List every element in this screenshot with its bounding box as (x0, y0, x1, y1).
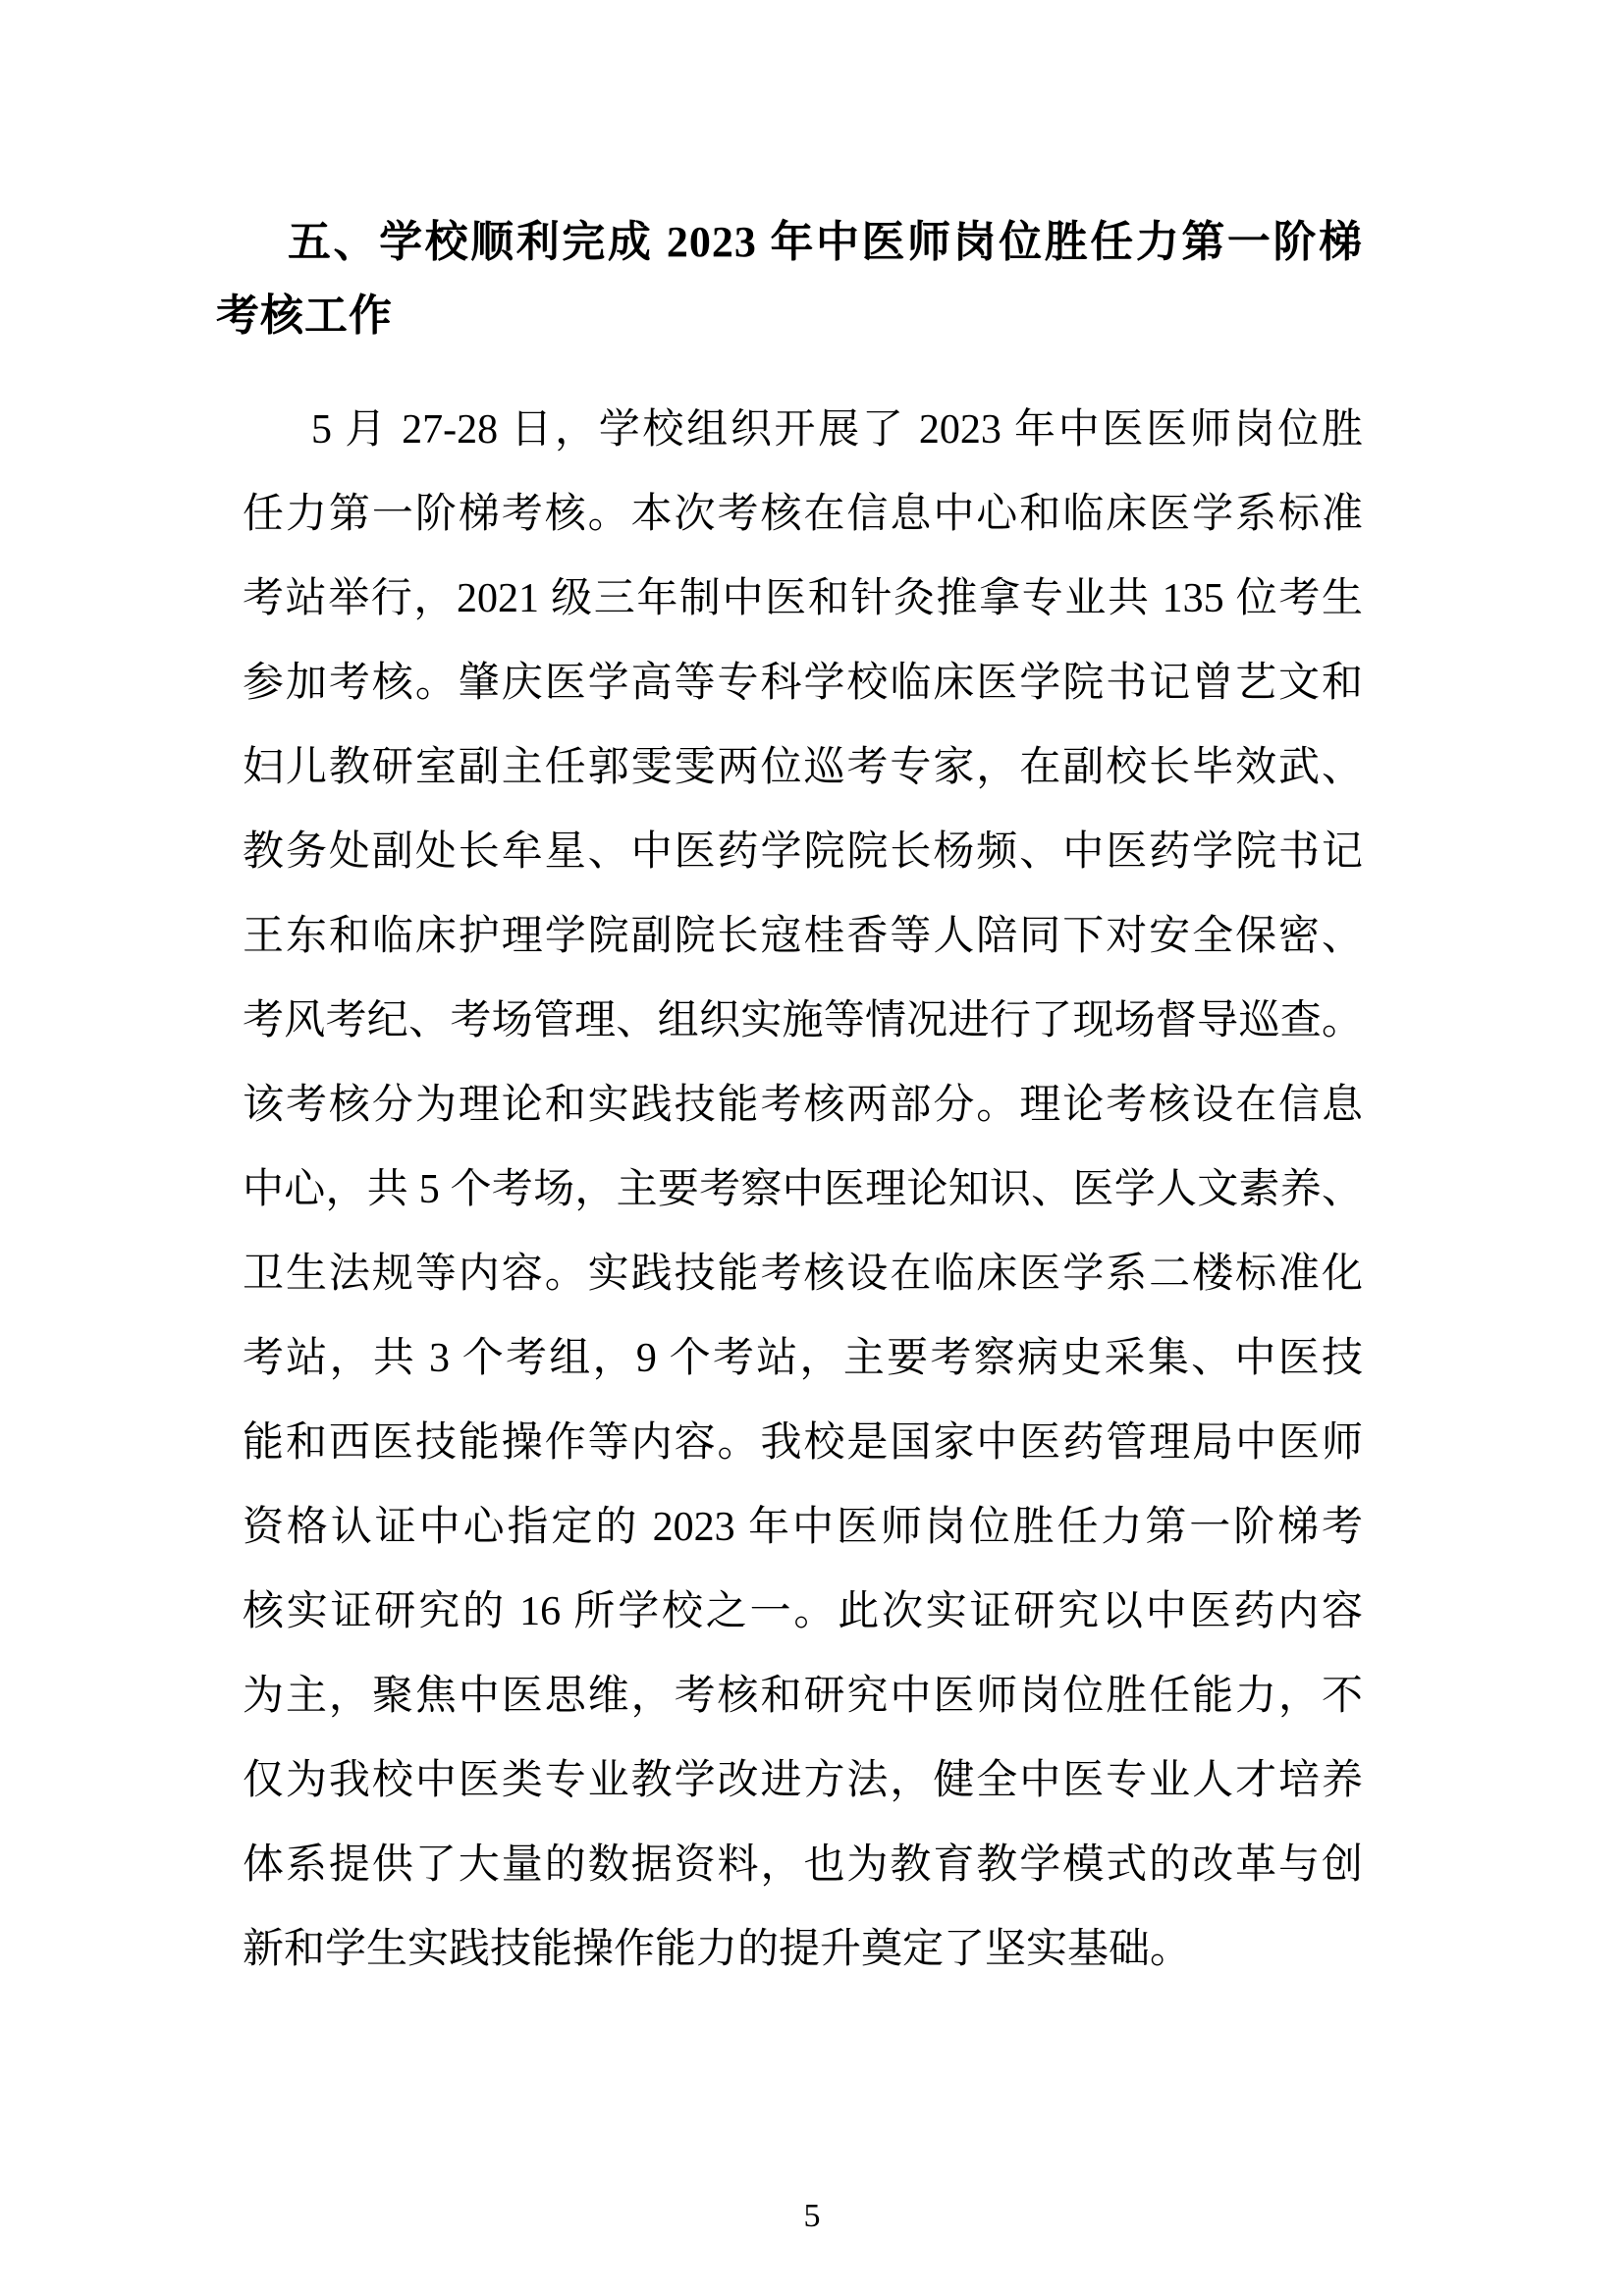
body-line: 考站，共 3 个考组，9 个考站，主要考察病史采集、中医技 (243, 1336, 1363, 1381)
page-footer (0, 2197, 1624, 2236)
body-line: 体系提供了大量的数据资料，也为教育教学模式的改革与创 (243, 1842, 1363, 1888)
body-line: 考站举行，2021 级三年制中医和针灸推拿专业共 135 位考生 (243, 576, 1363, 621)
body-line: 为主，聚焦中医思维，考核和研究中医师岗位胜任能力，不 (243, 1674, 1363, 1719)
page-number: 5 (803, 2198, 821, 2234)
body-line: 妇儿教研室副主任郭雯雯两位巡考专家，在副校长毕效武、 (243, 745, 1363, 790)
body-line: 教务处副处长牟星、中医药学院院长杨频、中医药学院书记 (243, 829, 1363, 875)
body-line: 5 月 27-28 日，学校组织开展了 2023 年中医医师岗位胜 (311, 407, 1363, 453)
heading-line-1: 五、学校顺利完成 2023 年中医师岗位胜任力第一阶梯 (288, 218, 1363, 266)
body-line: 卫生法规等内容。实践技能考核设在临床医学系二楼标准化 (243, 1252, 1363, 1297)
body-line: 新和学生实践技能操作能力的提升奠定了坚实基础。 (243, 1927, 1192, 1972)
body-line: 仅为我校中医类专业教学改进方法，健全中医专业人才培养 (243, 1758, 1363, 1803)
body-line: 任力第一阶梯考核。本次考核在信息中心和临床医学系标准 (243, 492, 1363, 537)
body-line: 资格认证中心指定的 2023 年中医师岗位胜任力第一阶梯考 (243, 1505, 1363, 1550)
body-line: 该考核分为理论和实践技能考核两部分。理论考核设在信息 (243, 1083, 1363, 1128)
page-content (216, 0, 1363, 1992)
body-line: 参加考核。肇庆医学高等专科学校临床医学院书记曾艺文和 (243, 661, 1363, 706)
body-line: 中心，共 5 个考场，主要考察中医理论知识、医学人文素养、 (243, 1167, 1363, 1212)
body-line: 考风考纪、考场管理、组织实施等情况进行了现场督导巡查。 (243, 998, 1363, 1043)
body-paragraph (216, 388, 1363, 1992)
body-line: 能和西医技能操作等内容。我校是国家中医药管理局中医师 (243, 1420, 1363, 1466)
body-line: 王东和临床护理学院副院长寇桂香等人陪同下对安全保密、 (243, 914, 1363, 959)
section-heading (216, 205, 1363, 352)
heading-line-2: 考核工作 (216, 292, 393, 340)
body-line: 核实证研究的 16 所学校之一。此次实证研究以中医药内容 (243, 1589, 1363, 1634)
